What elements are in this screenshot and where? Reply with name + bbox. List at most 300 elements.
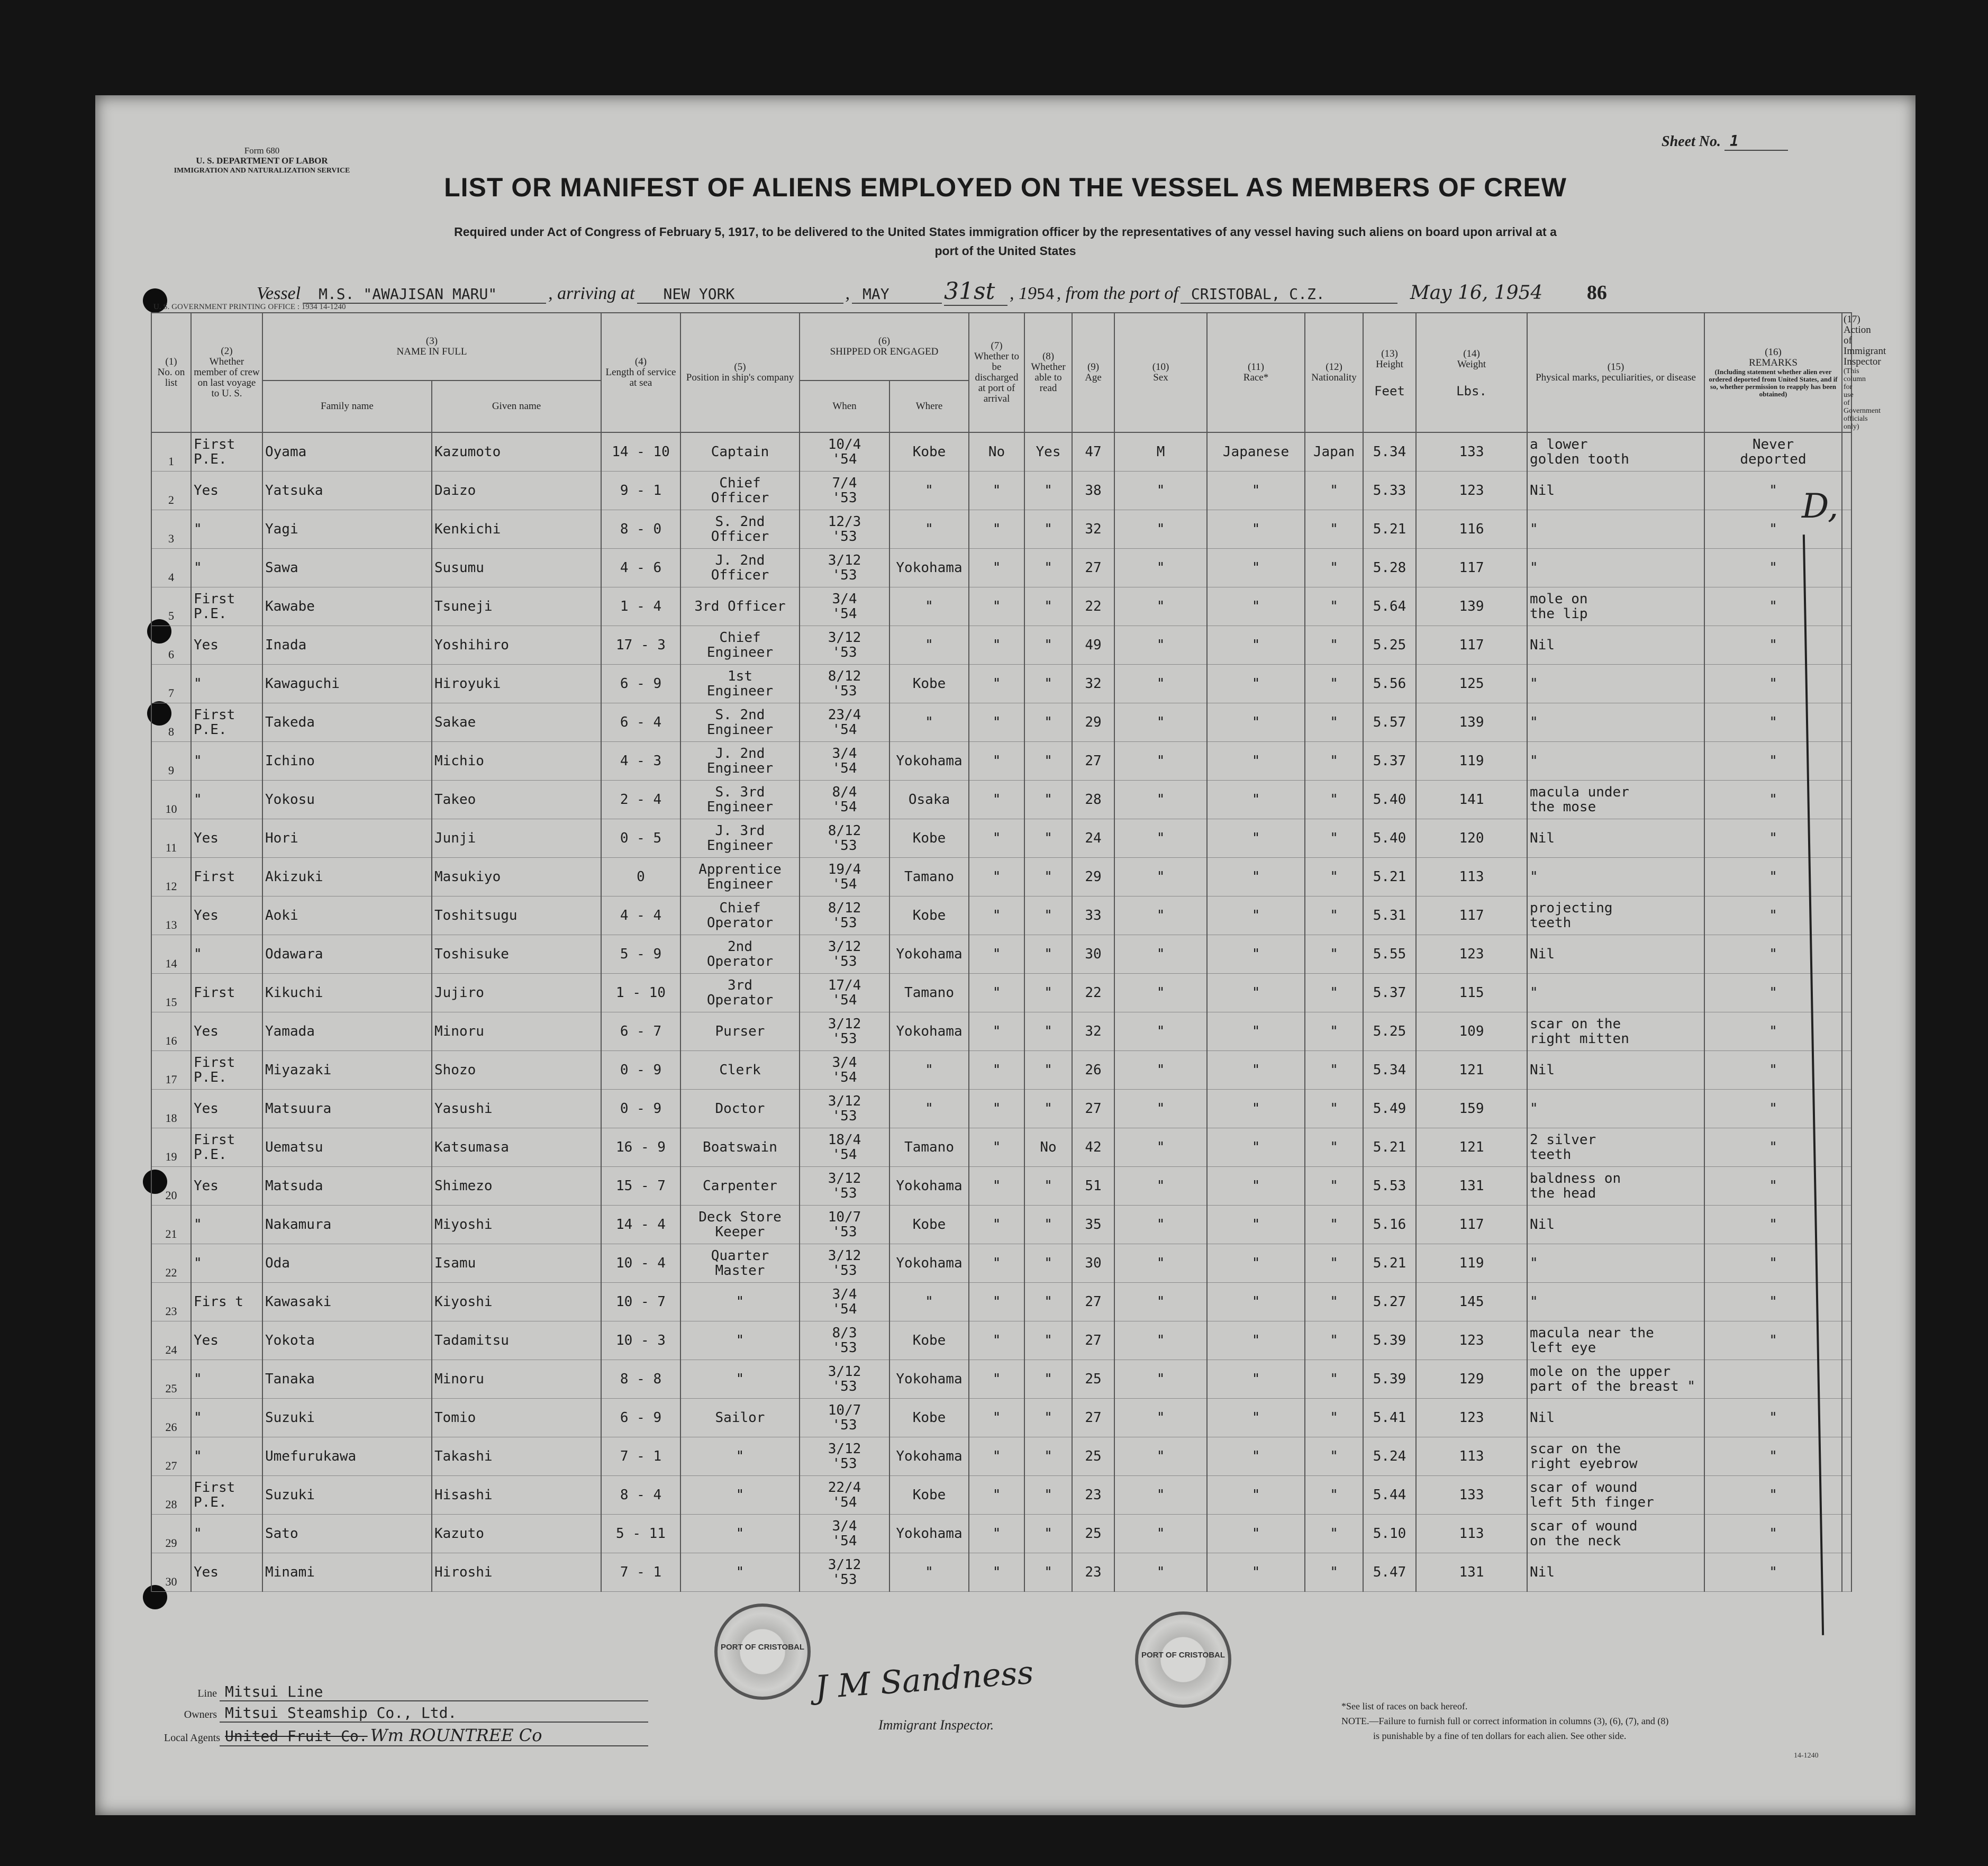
shipped-where-cell: " — [889, 703, 969, 742]
col-header-when: When — [800, 381, 889, 432]
nationality-cell: " — [1305, 1090, 1363, 1128]
col-header-no: (1) No. on list — [151, 313, 191, 432]
inspector-cell — [1842, 1206, 1851, 1244]
position-cell: 2nd Operator — [680, 935, 800, 974]
weight-cell: 129 — [1416, 1360, 1527, 1399]
read-cell: " — [1024, 781, 1072, 819]
marks-cell: " — [1527, 510, 1704, 549]
page-mark: 86 — [1586, 282, 1607, 304]
table-row — [151, 858, 1851, 896]
footer-notes — [1341, 1699, 1668, 1743]
service-cell: 0 - 9 — [601, 1051, 680, 1090]
remarks-cell: " — [1704, 1206, 1842, 1244]
marks-cell: scar on the right mitten — [1527, 1012, 1704, 1051]
weight-cell: 131 — [1416, 1167, 1527, 1206]
nationality-cell: " — [1305, 1360, 1363, 1399]
discharged-cell: " — [969, 1399, 1024, 1437]
race-cell: " — [1207, 1012, 1305, 1051]
marks-cell: scar on the right eyebrow — [1527, 1437, 1704, 1476]
read-cell: No — [1024, 1128, 1072, 1167]
family-name-cell: Ichino — [262, 742, 432, 781]
no-cell: 1 — [151, 432, 191, 472]
shipped-where-cell: Kobe — [889, 896, 969, 935]
marks-cell: scar of wound left 5th finger — [1527, 1476, 1704, 1515]
service-cell: 14 - 4 — [601, 1206, 680, 1244]
service-cell: 4 - 4 — [601, 896, 680, 935]
race-cell: " — [1207, 1515, 1305, 1553]
sex-cell: " — [1114, 510, 1207, 549]
sex-cell: " — [1114, 1090, 1207, 1128]
shipped-where-cell: " — [889, 626, 969, 665]
note-line-1: NOTE.—Failure to furnish full or correct information in columns (3), (6), (7), and (8) — [1341, 1716, 1669, 1726]
marks-cell: baldness on the head — [1527, 1167, 1704, 1206]
previous-voyage-cell: Yes — [191, 626, 262, 665]
table-row — [151, 974, 1851, 1012]
service-cell: 16 - 9 — [601, 1128, 680, 1167]
position-cell: Purser — [680, 1012, 800, 1051]
nationality-cell: " — [1305, 549, 1363, 587]
remarks-cell: " — [1704, 935, 1842, 974]
sex-cell: " — [1114, 1283, 1207, 1321]
position-cell: " — [680, 1437, 800, 1476]
given-name-cell: Hiroyuki — [432, 665, 601, 703]
marks-cell: Nil — [1527, 819, 1704, 858]
weight-cell: 117 — [1416, 626, 1527, 665]
age-cell: 42 — [1072, 1128, 1114, 1167]
previous-voyage-cell: " — [191, 549, 262, 587]
arrival-year: 54 — [1037, 285, 1055, 303]
note-line-2: is punishable by a fine of ten dollars for each alien. See other side. — [1373, 1731, 1627, 1741]
sex-cell: " — [1114, 587, 1207, 626]
read-cell: " — [1024, 1167, 1072, 1206]
discharged-cell: " — [969, 1244, 1024, 1283]
family-name-cell: Sato — [262, 1515, 432, 1553]
agents-struck: United Fruit Co. — [225, 1727, 368, 1745]
shipped-where-cell: Yokohama — [889, 1515, 969, 1553]
read-cell: Yes — [1024, 432, 1072, 472]
discharged-cell: " — [969, 1090, 1024, 1128]
inspector-cell — [1842, 858, 1851, 896]
nationality-cell: " — [1305, 1399, 1363, 1437]
previous-voyage-cell: First P.E. — [191, 1476, 262, 1515]
inspector-cell — [1842, 1476, 1851, 1515]
table-row — [151, 1399, 1851, 1437]
no-cell: 10 — [151, 781, 191, 819]
discharged-cell: " — [969, 896, 1024, 935]
no-cell: 14 — [151, 935, 191, 974]
table-row — [151, 1553, 1851, 1592]
weight-cell: 133 — [1416, 432, 1527, 472]
age-cell: 27 — [1072, 1321, 1114, 1360]
nationality-cell: " — [1305, 626, 1363, 665]
inspector-cell — [1842, 703, 1851, 742]
arrival-month: MAY — [852, 285, 942, 304]
sex-cell: " — [1114, 781, 1207, 819]
age-cell: 22 — [1072, 974, 1114, 1012]
owners-value: Mitsui Steamship Co., Ltd. — [220, 1704, 648, 1723]
inspector-cell — [1842, 432, 1851, 472]
race-cell: " — [1207, 781, 1305, 819]
weight-cell: 123 — [1416, 1321, 1527, 1360]
shipped-where-cell: " — [889, 1090, 969, 1128]
sex-cell: " — [1114, 1515, 1207, 1553]
no-cell: 25 — [151, 1360, 191, 1399]
discharged-cell: " — [969, 472, 1024, 510]
no-cell: 7 — [151, 665, 191, 703]
previous-voyage-cell: " — [191, 1399, 262, 1437]
table-row — [151, 781, 1851, 819]
position-cell: Apprentice Engineer — [680, 858, 800, 896]
inspector-cell — [1842, 472, 1851, 510]
shipped-when-cell: 3/12 '53 — [800, 1090, 889, 1128]
sex-cell: " — [1114, 1244, 1207, 1283]
discharged-cell: " — [969, 1321, 1024, 1360]
remarks-cell: " — [1704, 549, 1842, 587]
shipped-where-cell: Kobe — [889, 1399, 969, 1437]
remarks-cell: " — [1704, 742, 1842, 781]
shipped-where-cell: " — [889, 1283, 969, 1321]
remarks-cell: " — [1704, 472, 1842, 510]
marks-cell: Nil — [1527, 1206, 1704, 1244]
family-name-cell: Suzuki — [262, 1476, 432, 1515]
no-cell: 13 — [151, 896, 191, 935]
family-name-cell: Umefurukawa — [262, 1437, 432, 1476]
service-cell: 15 - 7 — [601, 1167, 680, 1206]
read-cell: " — [1024, 1283, 1072, 1321]
position-cell: Sailor — [680, 1399, 800, 1437]
read-cell: " — [1024, 1206, 1072, 1244]
table-row — [151, 1244, 1851, 1283]
family-name-cell: Yokosu — [262, 781, 432, 819]
no-cell: 4 — [151, 549, 191, 587]
marks-cell: 2 silver teeth — [1527, 1128, 1704, 1167]
read-cell: " — [1024, 1321, 1072, 1360]
service-cell: 10 - 4 — [601, 1244, 680, 1283]
col-header-previous-voyage: (2) Whether member of crew on last voyage to U. S. — [191, 313, 262, 432]
family-name-cell: Minami — [262, 1553, 432, 1592]
marks-cell: a lower golden tooth — [1527, 432, 1704, 472]
height-cell: 5.28 — [1363, 549, 1416, 587]
printing-office: U. S. GOVERNMENT PRINTING OFFICE : 1934 14-1240 — [153, 303, 346, 311]
service-cell: 10 - 3 — [601, 1321, 680, 1360]
previous-voyage-cell: Yes — [191, 1012, 262, 1051]
inspector-cell — [1842, 1360, 1851, 1399]
position-cell: J. 2nd Officer — [680, 549, 800, 587]
age-cell: 27 — [1072, 742, 1114, 781]
position-cell: S. 2nd Engineer — [680, 703, 800, 742]
inspector-cell — [1842, 1321, 1851, 1360]
remarks-cell: " — [1704, 703, 1842, 742]
discharged-cell: " — [969, 1012, 1024, 1051]
inspector-cell — [1842, 1167, 1851, 1206]
read-cell: " — [1024, 1399, 1072, 1437]
no-cell: 3 — [151, 510, 191, 549]
marks-cell: Nil — [1527, 1051, 1704, 1090]
no-cell: 28 — [151, 1476, 191, 1515]
race-cell: " — [1207, 1244, 1305, 1283]
family-name-cell: Kawabe — [262, 587, 432, 626]
table-row — [151, 896, 1851, 935]
no-cell: 9 — [151, 742, 191, 781]
given-name-cell: Takashi — [432, 1437, 601, 1476]
read-cell: " — [1024, 935, 1072, 974]
position-cell: Doctor — [680, 1090, 800, 1128]
weight-cell: 115 — [1416, 974, 1527, 1012]
no-cell: 27 — [151, 1437, 191, 1476]
shipped-where-cell: " — [889, 510, 969, 549]
given-name-cell: Yasushi — [432, 1090, 601, 1128]
race-cell: " — [1207, 1206, 1305, 1244]
sex-cell: " — [1114, 935, 1207, 974]
sex-cell: " — [1114, 819, 1207, 858]
position-cell: S. 2nd Officer — [680, 510, 800, 549]
service-cell: 5 - 9 — [601, 935, 680, 974]
sex-cell: " — [1114, 626, 1207, 665]
col-header-discharged: (7) Whether to be discharged at port of arrival — [969, 313, 1024, 432]
shipped-where-cell: Yokohama — [889, 742, 969, 781]
sex-cell: " — [1114, 1437, 1207, 1476]
table-row — [151, 472, 1851, 510]
vessel-label: Vessel — [257, 284, 301, 303]
given-name-cell: Junji — [432, 819, 601, 858]
race-cell: " — [1207, 703, 1305, 742]
service-cell: 0 - 9 — [601, 1090, 680, 1128]
inspector-cell — [1842, 896, 1851, 935]
from-port: CRISTOBAL, C.Z. — [1181, 285, 1397, 304]
shipped-when-cell: 8/12 '53 — [800, 665, 889, 703]
service-cell: 8 - 4 — [601, 1476, 680, 1515]
position-cell: Clerk — [680, 1051, 800, 1090]
height-cell: 5.21 — [1363, 1128, 1416, 1167]
sex-cell: " — [1114, 896, 1207, 935]
shipped-when-cell: 3/4 '54 — [800, 1283, 889, 1321]
height-cell: 5.39 — [1363, 1360, 1416, 1399]
service-cell: 0 — [601, 858, 680, 896]
service-cell: 8 - 8 — [601, 1360, 680, 1399]
col-header-remarks: (16) REMARKS (Including statement whether alien ever ordered deported from United States, and if so, whether permission to reapply has been obtained) — [1704, 313, 1842, 432]
weight-cell: 119 — [1416, 1244, 1527, 1283]
position-cell: J. 3rd Engineer — [680, 819, 800, 858]
position-cell: " — [680, 1476, 800, 1515]
weight-cell: 117 — [1416, 896, 1527, 935]
position-cell: Quarter Master — [680, 1244, 800, 1283]
shipped-where-cell: Yokohama — [889, 1244, 969, 1283]
family-name-cell: Yatsuka — [262, 472, 432, 510]
col-header-given-name: Given name — [432, 381, 601, 432]
read-cell: " — [1024, 703, 1072, 742]
port-stamp: PORT OF CRISTOBAL — [714, 1604, 811, 1700]
marks-cell: Nil — [1527, 1553, 1704, 1592]
previous-voyage-cell: " — [191, 1244, 262, 1283]
height-cell: 5.55 — [1363, 935, 1416, 974]
remarks-cell: " — [1704, 510, 1842, 549]
agents-value: Wm ROUNTREE Co — [370, 1725, 542, 1745]
family-name-cell: Inada — [262, 626, 432, 665]
remarks-cell: " — [1704, 858, 1842, 896]
marks-cell: " — [1527, 549, 1704, 587]
given-name-cell: Hisashi — [432, 1476, 601, 1515]
table-row — [151, 742, 1851, 781]
nationality-cell: " — [1305, 1128, 1363, 1167]
line-value: Mitsui Line — [220, 1683, 648, 1701]
race-cell: " — [1207, 819, 1305, 858]
nationality-cell: " — [1305, 1012, 1363, 1051]
age-cell: 25 — [1072, 1437, 1114, 1476]
marks-cell: " — [1527, 742, 1704, 781]
marks-cell: mole on the upper part of the breast " — [1527, 1360, 1704, 1399]
shipped-where-cell: Yokohama — [889, 935, 969, 974]
shipped-where-cell: Kobe — [889, 665, 969, 703]
shipped-when-cell: 17/4 '54 — [800, 974, 889, 1012]
shipped-where-cell: Yokohama — [889, 1360, 969, 1399]
remarks-cell: " — [1704, 665, 1842, 703]
remarks-cell: " — [1704, 896, 1842, 935]
col-header-position: (5) Position in ship's company — [680, 313, 800, 432]
owners-label: Owners — [184, 1709, 217, 1720]
col-header-shipped: (6) SHIPPED OR ENGAGED — [800, 313, 969, 381]
shipped-when-cell: 3/4 '54 — [800, 742, 889, 781]
discharged-cell: " — [969, 781, 1024, 819]
sex-cell: M — [1114, 432, 1207, 472]
given-name-cell: Toshitsugu — [432, 896, 601, 935]
line-label: Line — [197, 1688, 217, 1699]
previous-voyage-cell: Yes — [191, 819, 262, 858]
previous-voyage-cell: " — [191, 1515, 262, 1553]
read-cell: " — [1024, 1437, 1072, 1476]
family-name-cell: Kikuchi — [262, 974, 432, 1012]
race-cell: " — [1207, 1321, 1305, 1360]
remarks-cell: " — [1704, 1321, 1842, 1360]
remarks-cell: " — [1704, 1090, 1842, 1128]
discharged-cell: " — [969, 1283, 1024, 1321]
service-cell: 0 - 5 — [601, 819, 680, 858]
height-cell: 5.56 — [1363, 665, 1416, 703]
position-cell: Chief Operator — [680, 896, 800, 935]
position-cell: 3rd Officer — [680, 587, 800, 626]
crew-table-body — [151, 432, 1851, 1592]
inspector-cell — [1842, 587, 1851, 626]
position-cell: Boatswain — [680, 1128, 800, 1167]
service-cell: 4 - 3 — [601, 742, 680, 781]
col-header-service: (4) Length of service at sea — [601, 313, 680, 432]
family-name-cell: Yokota — [262, 1321, 432, 1360]
given-name-cell: Kenkichi — [432, 510, 601, 549]
shipped-where-cell: " — [889, 1553, 969, 1592]
given-name-cell: Shimezo — [432, 1167, 601, 1206]
age-cell: 32 — [1072, 665, 1114, 703]
inspector-cell — [1842, 974, 1851, 1012]
nationality-cell: " — [1305, 1051, 1363, 1090]
race-cell: " — [1207, 587, 1305, 626]
service-cell: 1 - 4 — [601, 587, 680, 626]
read-cell: " — [1024, 510, 1072, 549]
col-header-read: (8) Whether able to read — [1024, 313, 1072, 432]
family-name-cell: Miyazaki — [262, 1051, 432, 1090]
weight-cell: 109 — [1416, 1012, 1527, 1051]
remarks-cell: " — [1704, 1553, 1842, 1592]
race-cell: " — [1207, 1476, 1305, 1515]
shipped-where-cell: Yokohama — [889, 1167, 969, 1206]
col-header-inspector: (17) Action of Immigrant Inspector (This column for use of Government officials only) — [1842, 313, 1851, 432]
marks-cell: " — [1527, 974, 1704, 1012]
shipped-where-cell: Kobe — [889, 1321, 969, 1360]
position-cell: 3rd Operator — [680, 974, 800, 1012]
given-name-cell: Kazumoto — [432, 432, 601, 472]
inspector-cell — [1842, 781, 1851, 819]
arrival-day: 31st — [944, 278, 1007, 306]
read-cell: " — [1024, 1515, 1072, 1553]
age-cell: 28 — [1072, 781, 1114, 819]
race-cell: " — [1207, 1090, 1305, 1128]
family-name-cell: Tanaka — [262, 1360, 432, 1399]
marks-cell: " — [1527, 1283, 1704, 1321]
marks-cell: Nil — [1527, 935, 1704, 974]
no-cell: 20 — [151, 1167, 191, 1206]
given-name-cell: Shozo — [432, 1051, 601, 1090]
age-cell: 32 — [1072, 1012, 1114, 1051]
inspector-cell — [1842, 1437, 1851, 1476]
no-cell: 2 — [151, 472, 191, 510]
family-name-cell: Oyama — [262, 432, 432, 472]
sex-cell: " — [1114, 1051, 1207, 1090]
shipped-where-cell: Tamano — [889, 858, 969, 896]
weight-cell: 120 — [1416, 819, 1527, 858]
race-cell: " — [1207, 549, 1305, 587]
age-cell: 27 — [1072, 1399, 1114, 1437]
height-cell: 5.21 — [1363, 510, 1416, 549]
race-cell: " — [1207, 1051, 1305, 1090]
remarks-cell: " — [1704, 1012, 1842, 1051]
inspector-cell — [1842, 1399, 1851, 1437]
no-cell: 19 — [151, 1128, 191, 1167]
remarks-cell: " — [1704, 974, 1842, 1012]
family-name-cell: Uematsu — [262, 1128, 432, 1167]
previous-voyage-cell: Firs t — [191, 1283, 262, 1321]
height-cell: 5.25 — [1363, 626, 1416, 665]
table-row — [151, 1360, 1851, 1399]
race-cell: " — [1207, 1399, 1305, 1437]
given-name-cell: Jujiro — [432, 974, 601, 1012]
footer-left — [164, 1683, 1169, 1746]
height-cell: 5.27 — [1363, 1283, 1416, 1321]
nationality-cell: " — [1305, 1167, 1363, 1206]
remarks-cell: Never deported — [1704, 432, 1842, 472]
previous-voyage-cell: " — [191, 935, 262, 974]
service-cell: 6 - 9 — [601, 665, 680, 703]
family-name-cell: Kawasaki — [262, 1283, 432, 1321]
shipped-when-cell: 23/4 '54 — [800, 703, 889, 742]
col-header-family-name: Family name — [262, 381, 432, 432]
nationality-cell: Japan — [1305, 432, 1363, 472]
vessel-line: Vessel M.S. "AWAJISAN MARU" , arriving at NEW YORK , MAY 31st , 1954 , from the port of CRISTOBAL, C.Z. May 16, 1954 86 — [257, 278, 1607, 305]
remarks-cell — [1704, 1360, 1842, 1399]
inspector-cell — [1842, 1128, 1851, 1167]
position-cell: " — [680, 1283, 800, 1321]
height-cell: 5.40 — [1363, 819, 1416, 858]
shipped-when-cell: 19/4 '54 — [800, 858, 889, 896]
read-cell: " — [1024, 1553, 1072, 1592]
family-name-cell: Matsuda — [262, 1167, 432, 1206]
nationality-cell: " — [1305, 935, 1363, 974]
position-cell: Captain — [680, 432, 800, 472]
shipped-when-cell: 8/12 '53 — [800, 819, 889, 858]
col-header-height: (13) Height Feet — [1363, 313, 1416, 432]
given-name-cell: Isamu — [432, 1244, 601, 1283]
nationality-cell: " — [1305, 858, 1363, 896]
table-row — [151, 1167, 1851, 1206]
age-cell: 33 — [1072, 896, 1114, 935]
no-cell: 21 — [151, 1206, 191, 1244]
